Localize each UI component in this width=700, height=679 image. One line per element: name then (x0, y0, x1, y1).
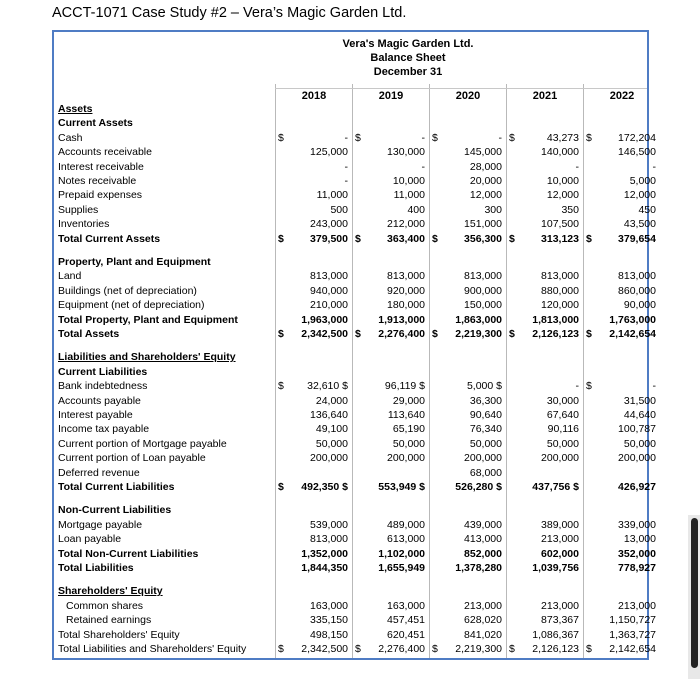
row-label: Non-Current Liabilities (58, 504, 172, 517)
table-row (54, 217, 656, 231)
cell-value: 400 (407, 203, 425, 216)
cell-value: 813,000 (618, 270, 656, 283)
cell-value: - (652, 160, 656, 173)
cell-value: 860,000 (618, 284, 656, 297)
row-label: Total Current Liabilities (58, 481, 175, 493)
cell-value: - (344, 160, 348, 173)
cell-value: 539,000 (310, 518, 348, 531)
currency-sign: $ (278, 643, 284, 655)
table-row (54, 599, 656, 613)
cell-value: 2,342,500 (301, 643, 348, 655)
cell-value: 90,116 (547, 423, 579, 436)
statement-date: December 31 (373, 66, 443, 78)
table-row (54, 642, 656, 656)
cell-value: 813,000 (387, 270, 425, 283)
table-row (54, 246, 647, 255)
cell-value: 602,000 (541, 547, 579, 560)
table-row (54, 480, 656, 494)
table-row (54, 466, 647, 480)
cell-value: 50,000 (469, 437, 502, 450)
cell-value: 30,000 (546, 394, 579, 407)
currency-sign: $ (509, 131, 515, 144)
cell-value: 389,000 (541, 518, 579, 531)
cell-value: 11,000 (393, 189, 425, 202)
cell-value: 68,000 (469, 466, 502, 479)
cell-value: 350 (561, 203, 579, 216)
cell-value: 200,000 (310, 452, 348, 465)
cell-value: 20,000 (469, 175, 502, 187)
cell-value: 813,000 (464, 270, 502, 283)
table-row (54, 269, 656, 283)
row-label: Bank indebtedness (58, 380, 148, 393)
cell-value: 379,654 (618, 232, 656, 245)
cell-value: 2,142,654 (609, 643, 656, 655)
table-row (54, 451, 656, 465)
table-row (54, 379, 656, 393)
cell-value: 628,020 (464, 614, 502, 627)
row-label: Current portion of Loan payable (58, 452, 206, 465)
cell-value: 900,000 (464, 284, 502, 297)
cell-value: - (652, 380, 656, 393)
cell-value: 50,000 (392, 437, 425, 450)
row-label: Notes receivable (58, 175, 137, 187)
currency-sign: $ (355, 643, 361, 655)
currency-sign: $ (509, 328, 515, 340)
row-label: Assets (58, 103, 93, 115)
statement-name: Balance Sheet (370, 52, 446, 64)
row-label: Income tax payable (58, 423, 150, 436)
cell-value: 1,963,000 (301, 313, 348, 326)
header-divider (275, 88, 647, 89)
cell-value: 920,000 (387, 284, 425, 297)
table-row (54, 255, 647, 269)
cell-value: 2,276,400 (378, 643, 425, 655)
table-row (54, 203, 656, 217)
cell-value: 1,363,727 (609, 628, 656, 641)
company-name: Vera's Magic Garden Ltd. (342, 38, 474, 50)
row-label: Total Property, Plant and Equipment (58, 313, 238, 326)
cell-value: 2,219,300 (455, 328, 502, 340)
cell-value: 213,000 (464, 599, 502, 612)
currency-sign: $ (278, 481, 284, 493)
cell-value: 12,000 (623, 189, 656, 202)
table-row (54, 532, 656, 546)
cell-value: 100,787 (618, 423, 656, 436)
cell-value: 212,000 (387, 218, 425, 231)
cell-value: 65,190 (392, 423, 425, 436)
cell-value: 335,150 (310, 614, 348, 627)
table-row (54, 298, 656, 312)
cell-value: 13,000 (623, 533, 656, 546)
cell-value: 553,949 $ (378, 481, 425, 493)
year-header: 2022 (609, 90, 635, 102)
cell-value: 1,913,000 (378, 313, 425, 326)
row-label: Land (58, 270, 82, 283)
row-label: Mortgage payable (58, 518, 143, 531)
year-header: 2019 (378, 90, 404, 102)
cell-value: 140,000 (541, 146, 579, 159)
table-row (54, 561, 656, 575)
cell-value: 76,340 (469, 423, 502, 436)
cell-value: 439,000 (464, 518, 502, 531)
cell-value: 363,400 (387, 232, 425, 245)
row-label: Property, Plant and Equipment (58, 256, 211, 268)
table-row (54, 494, 647, 503)
row-label: Accounts payable (58, 394, 141, 407)
cell-value: 1,378,280 (455, 562, 502, 574)
cell-value: 880,000 (541, 284, 579, 297)
cell-value: 200,000 (618, 452, 656, 465)
cell-value: 130,000 (387, 146, 425, 159)
cell-value: 49,100 (315, 423, 348, 436)
currency-sign: $ (278, 232, 284, 245)
currency-sign: $ (432, 131, 438, 144)
cell-value: 339,000 (618, 518, 656, 531)
cell-value: 1,863,000 (455, 313, 502, 326)
currency-sign: $ (355, 232, 361, 245)
cell-value: 200,000 (541, 452, 579, 465)
cell-value: 437,756 $ (532, 481, 579, 493)
currency-sign: $ (586, 380, 592, 393)
currency-sign: $ (278, 131, 284, 144)
cell-value: 5,000 (629, 175, 656, 187)
cell-value: 2,276,400 (378, 328, 425, 340)
cell-value: 1,102,000 (378, 547, 425, 560)
cell-value: 200,000 (387, 452, 425, 465)
cell-value: 213,000 (618, 599, 656, 612)
cell-value: 1,763,000 (609, 313, 656, 326)
cell-value: 489,000 (387, 518, 425, 531)
table-row (54, 437, 656, 451)
table-row (54, 341, 647, 350)
cell-value: 145,000 (464, 146, 502, 159)
cell-value: 24,000 (315, 394, 348, 407)
cell-value: 96,119 $ (384, 380, 425, 393)
table-row (54, 613, 656, 627)
cell-value: 213,000 (541, 599, 579, 612)
table-row (54, 518, 656, 532)
row-label: Interest payable (58, 409, 133, 421)
row-label: Current portion of Mortgage payable (58, 437, 227, 450)
cell-value: 172,204 (618, 131, 656, 144)
currency-sign: $ (586, 328, 592, 340)
cell-value: 136,640 (310, 409, 348, 421)
table-row (54, 160, 656, 174)
row-label: Buildings (net of depreciation) (58, 284, 197, 297)
row-label: Total Shareholders' Equity (58, 628, 180, 641)
cell-value: 1,150,727 (609, 614, 656, 627)
cell-value: 500 (330, 203, 348, 216)
cell-value: 1,844,350 (301, 562, 348, 574)
cell-value: 1,352,000 (301, 547, 348, 560)
cell-value: - (575, 380, 579, 393)
currency-sign: $ (355, 131, 361, 144)
cell-value: 450 (638, 203, 656, 216)
cell-value: 526,280 $ (455, 481, 502, 493)
cell-value: 36,300 (469, 394, 502, 407)
row-label: Supplies (58, 203, 99, 216)
table-row (54, 131, 656, 145)
cell-value: 813,000 (541, 270, 579, 283)
table-row (54, 394, 656, 408)
cell-value: 120,000 (541, 299, 579, 312)
cell-value: 498,150 (310, 628, 348, 641)
cell-value: 90,640 (469, 409, 502, 421)
balance-sheet (52, 30, 656, 660)
row-label: Retained earnings (66, 614, 152, 627)
cell-value: 163,000 (387, 599, 425, 612)
cell-value: 841,020 (464, 628, 502, 641)
scrollbar-thumb[interactable] (691, 518, 698, 668)
table-row (54, 284, 656, 298)
cell-value: - (344, 131, 348, 144)
cell-value: 492,350 $ (301, 481, 348, 493)
year-header: 2018 (301, 90, 327, 102)
cell-value: 213,000 (541, 533, 579, 546)
currency-sign: $ (278, 328, 284, 340)
row-label: Interest receivable (58, 160, 144, 173)
cell-value: 613,000 (387, 533, 425, 546)
cell-value: 10,000 (392, 175, 425, 187)
cell-value: 300 (484, 203, 502, 216)
cell-value: - (421, 131, 425, 144)
cell-value: 150,000 (464, 299, 502, 312)
row-label: Total Liabilities (58, 562, 134, 574)
cell-value: 813,000 (310, 533, 348, 546)
currency-sign: $ (432, 643, 438, 655)
table-row (54, 422, 656, 436)
row-label: Cash (58, 131, 83, 144)
currency-sign: $ (432, 328, 438, 340)
cell-value: 43,273 (546, 131, 579, 144)
cell-value: 200,000 (464, 452, 502, 465)
cell-value: 1,655,949 (378, 562, 425, 574)
cell-value: 778,927 (618, 562, 656, 574)
cell-value: 11,000 (316, 189, 348, 202)
row-label: Total Liabilities and Shareholders' Equity (58, 643, 247, 655)
year-header: 2021 (532, 90, 558, 102)
row-label: Accounts receivable (58, 146, 152, 159)
cell-value: 873,367 (541, 614, 579, 627)
currency-sign: $ (586, 232, 592, 245)
cell-value: 125,000 (310, 146, 348, 159)
table-row (54, 575, 647, 584)
cell-value: - (575, 160, 579, 173)
cell-value: 413,000 (464, 533, 502, 546)
page-title: ACCT-1071 Case Study #2 – Vera’s Magic Garden Ltd. (52, 5, 407, 21)
table-row (54, 327, 656, 341)
cell-value: 29,000 (392, 394, 425, 407)
cell-value: 31,500 (623, 394, 656, 407)
cell-value: 146,500 (618, 146, 656, 159)
cell-value: 50,000 (315, 437, 348, 450)
table-row (54, 174, 656, 188)
cell-value: 2,219,300 (455, 643, 502, 655)
cell-value: - (344, 175, 348, 187)
cell-value: 43,500 (623, 218, 656, 231)
row-label: Equipment (net of depreciation) (58, 299, 205, 312)
cell-value: 379,500 (310, 232, 348, 245)
row-label: Loan payable (58, 533, 122, 546)
cell-value: 12,000 (546, 189, 579, 202)
cell-value: 28,000 (469, 160, 502, 173)
table-row (54, 232, 656, 246)
cell-value: 50,000 (546, 437, 579, 450)
table-row (54, 584, 647, 598)
row-label: Current Assets (58, 117, 133, 130)
cell-value: 5,000 $ (466, 380, 502, 393)
row-label: Total Non-Current Liabilities (58, 547, 199, 560)
cell-value: 2,342,500 (301, 328, 348, 340)
row-label: Shareholders' Equity (58, 585, 163, 598)
currency-sign: $ (355, 328, 361, 340)
cell-value: 50,000 (623, 437, 656, 450)
cell-value: 12,000 (469, 189, 502, 202)
cell-value: - (421, 160, 425, 173)
row-label: Total Current Assets (58, 232, 161, 245)
currency-sign: $ (586, 131, 592, 144)
cell-value: 32,610 $ (307, 380, 348, 393)
cell-value: 352,000 (618, 547, 656, 560)
table-row (54, 628, 656, 642)
cell-value: 90,000 (623, 299, 656, 312)
table-row (54, 547, 656, 561)
cell-value: 426,927 (618, 481, 656, 493)
row-label: Prepaid expenses (58, 189, 143, 202)
cell-value: 67,640 (546, 409, 579, 421)
row-label: Current Liabilities (58, 365, 148, 378)
cell-value: 356,300 (464, 232, 502, 245)
cell-value: 180,000 (387, 299, 425, 312)
cell-value: 113,640 (387, 409, 425, 421)
year-header: 2020 (455, 90, 481, 102)
currency-sign: $ (509, 643, 515, 655)
cell-value: 2,126,123 (532, 643, 579, 655)
cell-value: 852,000 (464, 547, 502, 560)
cell-value: 1,086,367 (532, 628, 579, 641)
table-row (54, 188, 656, 202)
cell-value: 2,126,123 (532, 328, 579, 340)
row-label: Common shares (66, 599, 144, 612)
currency-sign: $ (278, 380, 284, 393)
table-row (54, 350, 647, 364)
table-row (54, 102, 647, 116)
cell-value: 1,813,000 (532, 313, 579, 326)
currency-sign: $ (509, 232, 515, 245)
cell-value: 44,640 (623, 409, 656, 421)
cell-value: 163,000 (310, 599, 348, 612)
row-label: Deferred revenue (58, 466, 140, 479)
table-row (54, 116, 647, 130)
cell-value: 10,000 (546, 175, 579, 187)
cell-value: - (498, 131, 502, 144)
cell-value: 243,000 (310, 218, 348, 231)
cell-value: 620,451 (387, 628, 425, 641)
cell-value: 107,500 (541, 218, 579, 231)
table-row (54, 365, 647, 379)
table-row (54, 503, 647, 517)
currency-sign: $ (586, 643, 592, 655)
currency-sign: $ (432, 232, 438, 245)
table-row (54, 145, 656, 159)
cell-value: 210,000 (310, 299, 348, 312)
row-label: Liabilities and Shareholders' Equity (58, 351, 236, 364)
cell-value: 151,000 (464, 218, 502, 231)
cell-value: 813,000 (310, 270, 348, 283)
row-label: Total Assets (58, 328, 120, 340)
table-row (54, 408, 656, 422)
cell-value: 313,123 (541, 232, 579, 245)
cell-value: 457,451 (387, 614, 425, 627)
cell-value: 2,142,654 (609, 328, 656, 340)
cell-value: 940,000 (310, 284, 348, 297)
row-label: Inventories (58, 218, 110, 231)
table-row (54, 313, 656, 327)
cell-value: 1,039,756 (532, 562, 579, 574)
